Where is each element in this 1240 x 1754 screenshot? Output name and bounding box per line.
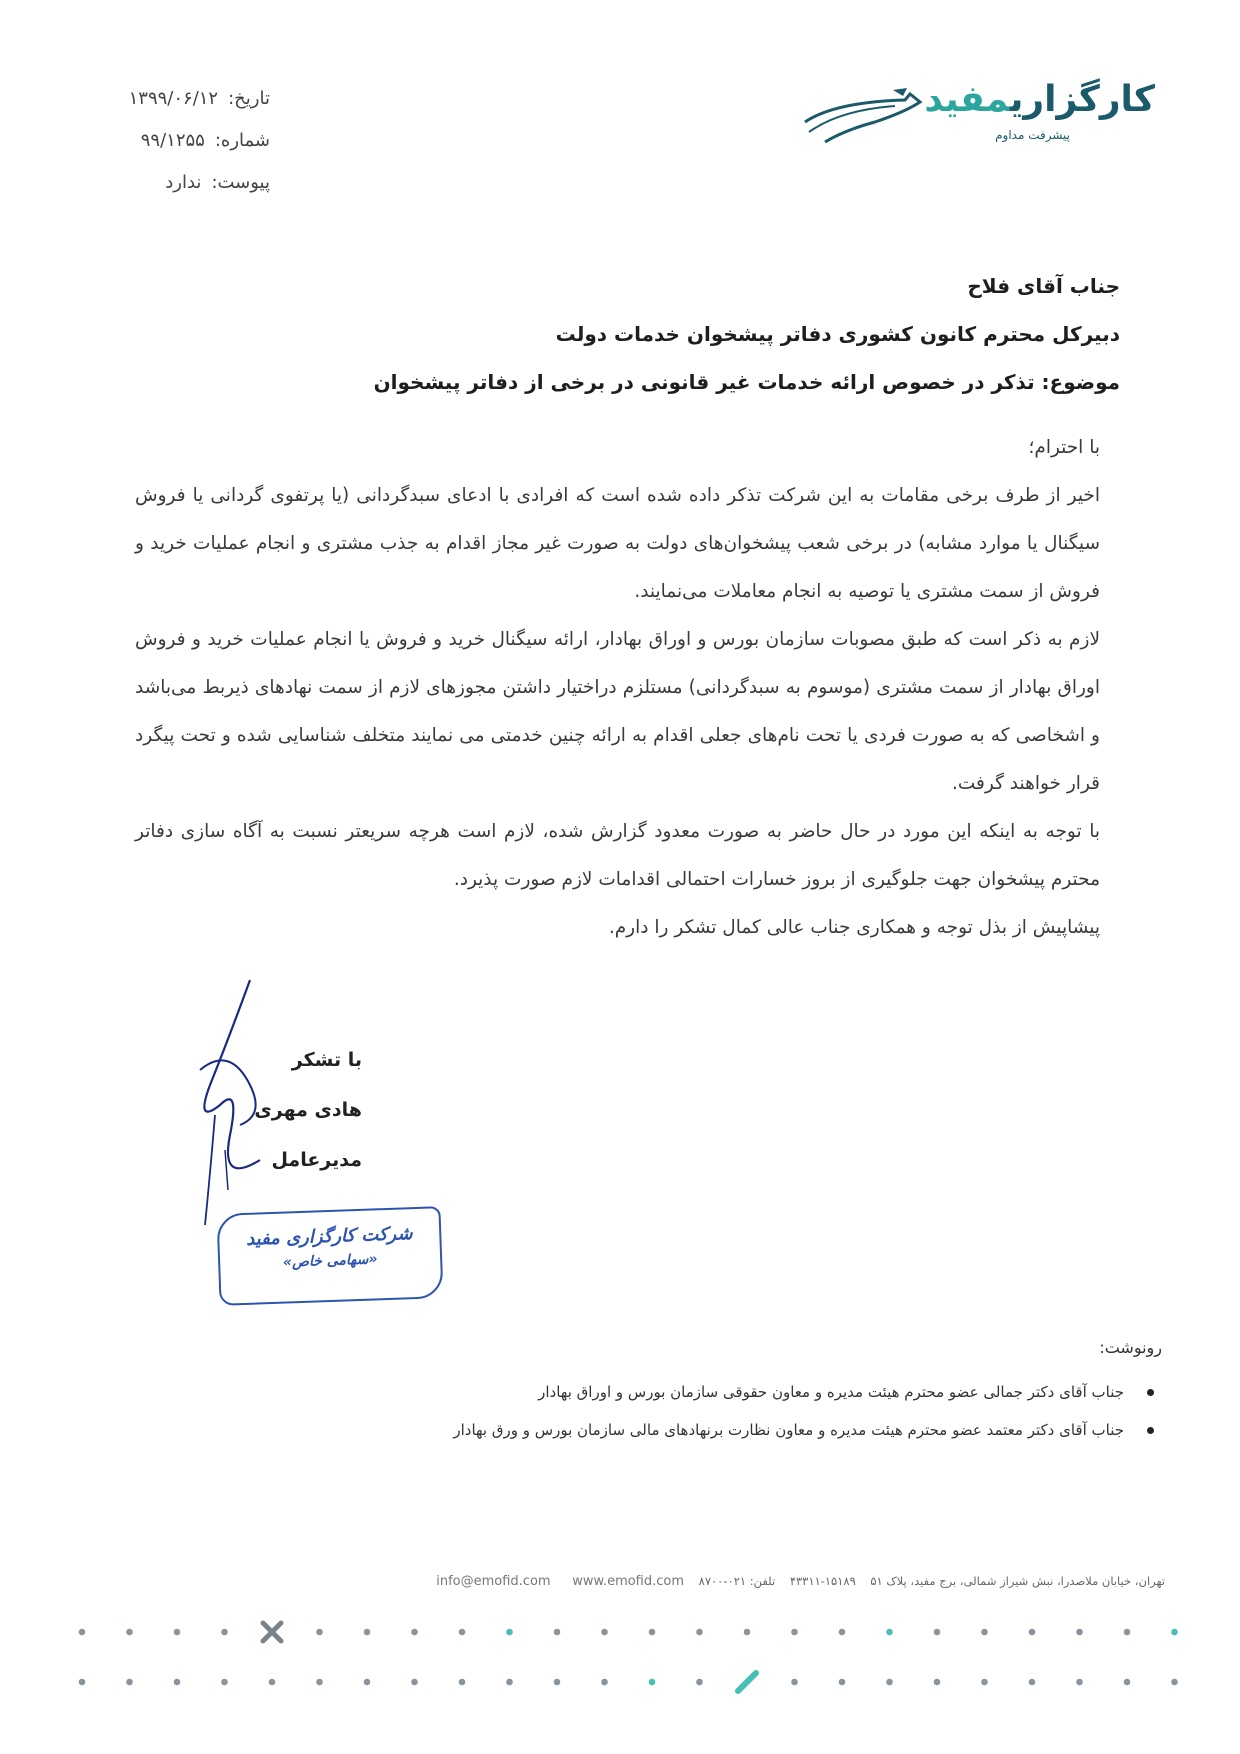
footer-dot xyxy=(934,1629,941,1636)
footer-dot xyxy=(1124,1679,1131,1686)
logo-name-accent: مفید xyxy=(924,79,1010,120)
body-paragraph-4: پیشاپیش از بذل توجه و همکاری جناب عالی کمال تشکر را دارم. xyxy=(608,917,1100,938)
footer-dot xyxy=(221,1679,228,1686)
footer-dot xyxy=(364,1629,371,1636)
footer-dot xyxy=(459,1679,466,1686)
footer-dot xyxy=(79,1629,86,1636)
footer-dot xyxy=(411,1679,418,1686)
logo-tagline: پیشرفت مداوم xyxy=(995,128,1070,142)
footer-dot xyxy=(221,1629,228,1636)
signature-closing: با تشکر xyxy=(291,1049,362,1071)
company-logo-text xyxy=(924,79,1155,120)
attachment-label: پیوست: xyxy=(211,172,270,193)
footer-dot xyxy=(411,1629,418,1636)
footer-dot xyxy=(506,1679,513,1686)
footer-dot xyxy=(886,1679,893,1686)
date-row xyxy=(129,78,270,120)
footer-dot xyxy=(1029,1679,1036,1686)
letter-subject: موضوع: تذکر در خصوص ارائه خدمات غیر قانونی در برخی از دفاتر پیشخوان xyxy=(373,370,1120,394)
x-mark-icon xyxy=(263,1623,281,1641)
footer-dot xyxy=(1029,1629,1036,1636)
footer-dot xyxy=(886,1629,893,1636)
footer-dot xyxy=(696,1679,703,1686)
footer-dot xyxy=(1171,1679,1178,1686)
cc-block xyxy=(162,1338,1162,1449)
footer-dot xyxy=(601,1629,608,1636)
footer-dot-pattern xyxy=(0,1600,1240,1710)
footer-dot xyxy=(744,1629,751,1636)
footer-dot xyxy=(1171,1629,1178,1636)
number-value: ۹۹/۱۲۵۵ xyxy=(140,130,205,151)
footer-dot xyxy=(649,1679,656,1686)
footer-phone: ۰۲۱-۸۷۰۰ xyxy=(698,1574,747,1588)
slash-mark-icon xyxy=(738,1673,756,1691)
body-paragraph-3: با توجه به اینکه این مورد در حال حاضر به صورت معدود گزارش شده، لازم است هرچه سریعتر نسبت به آگاه سازی دفاتر محترم پیشخوان جهت جلوگیری از بروز خسارات احتمالی اقدامات لازم صورت پذیرد. xyxy=(135,821,1100,890)
signature-block xyxy=(254,1035,362,1185)
footer-dot xyxy=(1076,1679,1083,1686)
footer-dot xyxy=(554,1679,561,1686)
addressee-name: جناب آقای فلاح xyxy=(967,274,1120,298)
footer-dot xyxy=(791,1629,798,1636)
footer-dot xyxy=(554,1629,561,1636)
number-label: شماره: xyxy=(214,130,270,151)
footer-dot xyxy=(981,1629,988,1636)
addressee-title: دبیرکل محترم کانون کشوری دفاتر پیشخوان خدمات دولت xyxy=(555,322,1120,346)
footer-dot xyxy=(506,1629,513,1636)
footer-dot xyxy=(459,1629,466,1636)
footer-postal: ۱۵۱۸۹-۴۳۳۱۱ xyxy=(789,1574,856,1588)
footer-address: تهران، خیابان ملاصدرا، نبش شیراز شمالی، برج مفید، پلاک ۵۱ xyxy=(870,1574,1165,1588)
salutation: با احترام؛ xyxy=(1028,437,1100,458)
footer-dot xyxy=(126,1679,133,1686)
attachment-value: ندارد xyxy=(165,172,202,193)
footer-dot xyxy=(791,1679,798,1686)
footer-dot xyxy=(126,1629,133,1636)
footer-dot xyxy=(839,1629,846,1636)
letter-meta xyxy=(129,78,270,204)
footer-dot xyxy=(364,1679,371,1686)
footer-phone-label: تلفن: xyxy=(749,1574,776,1588)
footer-dot xyxy=(316,1629,323,1636)
logo-name: کارگزاری xyxy=(1009,79,1155,120)
footer-dot xyxy=(1124,1629,1131,1636)
date-label: تاریخ: xyxy=(228,88,270,109)
letter-body xyxy=(135,437,1100,952)
cc-item: جناب آقای دکتر جمالی عضو محترم هیئت مدیره و معاون حقوقی سازمان بورس و اوراق بهادار xyxy=(162,1373,1124,1411)
footer-dot xyxy=(174,1629,181,1636)
footer-dot xyxy=(839,1679,846,1686)
footer-contact xyxy=(418,1574,1165,1589)
cc-item: جناب آقای دکتر معتمد عضو محترم هیئت مدیره و معاون نظارت برنهادهای مالی سازمان بورس و ورق بهادار xyxy=(162,1411,1124,1449)
signatory-title: مدیرعامل xyxy=(271,1149,362,1171)
footer-dot xyxy=(601,1679,608,1686)
date-value: ۱۳۹۹/۰۶/۱۲ xyxy=(128,88,219,109)
cc-list xyxy=(162,1373,1162,1449)
cc-label: رونوشت: xyxy=(1099,1338,1162,1357)
footer-dot xyxy=(174,1679,181,1686)
body-paragraph-1: اخیر از طرف برخی مقامات به این شرکت تذکر داده شده است که افرادی با ادعای سبدگردانی (یا پرتفوی گردانی یا فروش سیگنال یا موارد مشابه) در برخی شعب پیشخوان‌های دولت به صورت غیر مجاز اقدام به جذب مشتری و انجام عملیات خرید و فروش از سمت مشتری یا توصیه به انجام معاملات می‌نمایند. xyxy=(135,485,1100,602)
footer-dot xyxy=(981,1679,988,1686)
footer-dot xyxy=(1076,1629,1083,1636)
footer-dot xyxy=(269,1679,276,1686)
signatory-name: هادی مهری xyxy=(254,1099,362,1121)
footer-dot xyxy=(696,1629,703,1636)
footer-dot xyxy=(316,1679,323,1686)
footer-website: www.emofid.com xyxy=(572,1574,685,1589)
number-row xyxy=(129,120,270,162)
company-stamp xyxy=(216,1206,443,1306)
footer-dot xyxy=(79,1679,86,1686)
stamp-line-2: «سهامی خاص» xyxy=(282,1251,378,1271)
addressee-block xyxy=(374,262,1120,406)
attachment-row xyxy=(129,162,270,204)
footer-email: info@emofid.com xyxy=(436,1574,551,1589)
body-paragraph-2: لازم به ذکر است که طبق مصوبات سازمان بورس و اوراق بهادار، ارائه سیگنال خرید و فروش یا انجام عملیات خرید و فروش اوراق بهادار از سمت مشتری (موسوم به سبدگردانی) مستلزم دراختیار داشتن مجوزهای لازم از سمت نهادهای ذیربط می‌باشد و اشخاصی که به صورت فردی یا تحت نام‌های جعلی اقدام به ارائه چنین خدمتی می نمایند متخلف شناسایی شده و تحت پیگرد قرار خواهند گرفت. xyxy=(135,629,1100,794)
footer-dot xyxy=(934,1679,941,1686)
footer-dot xyxy=(649,1629,656,1636)
stamp-line-1: شرکت کارگزاری مفید xyxy=(245,1223,413,1250)
